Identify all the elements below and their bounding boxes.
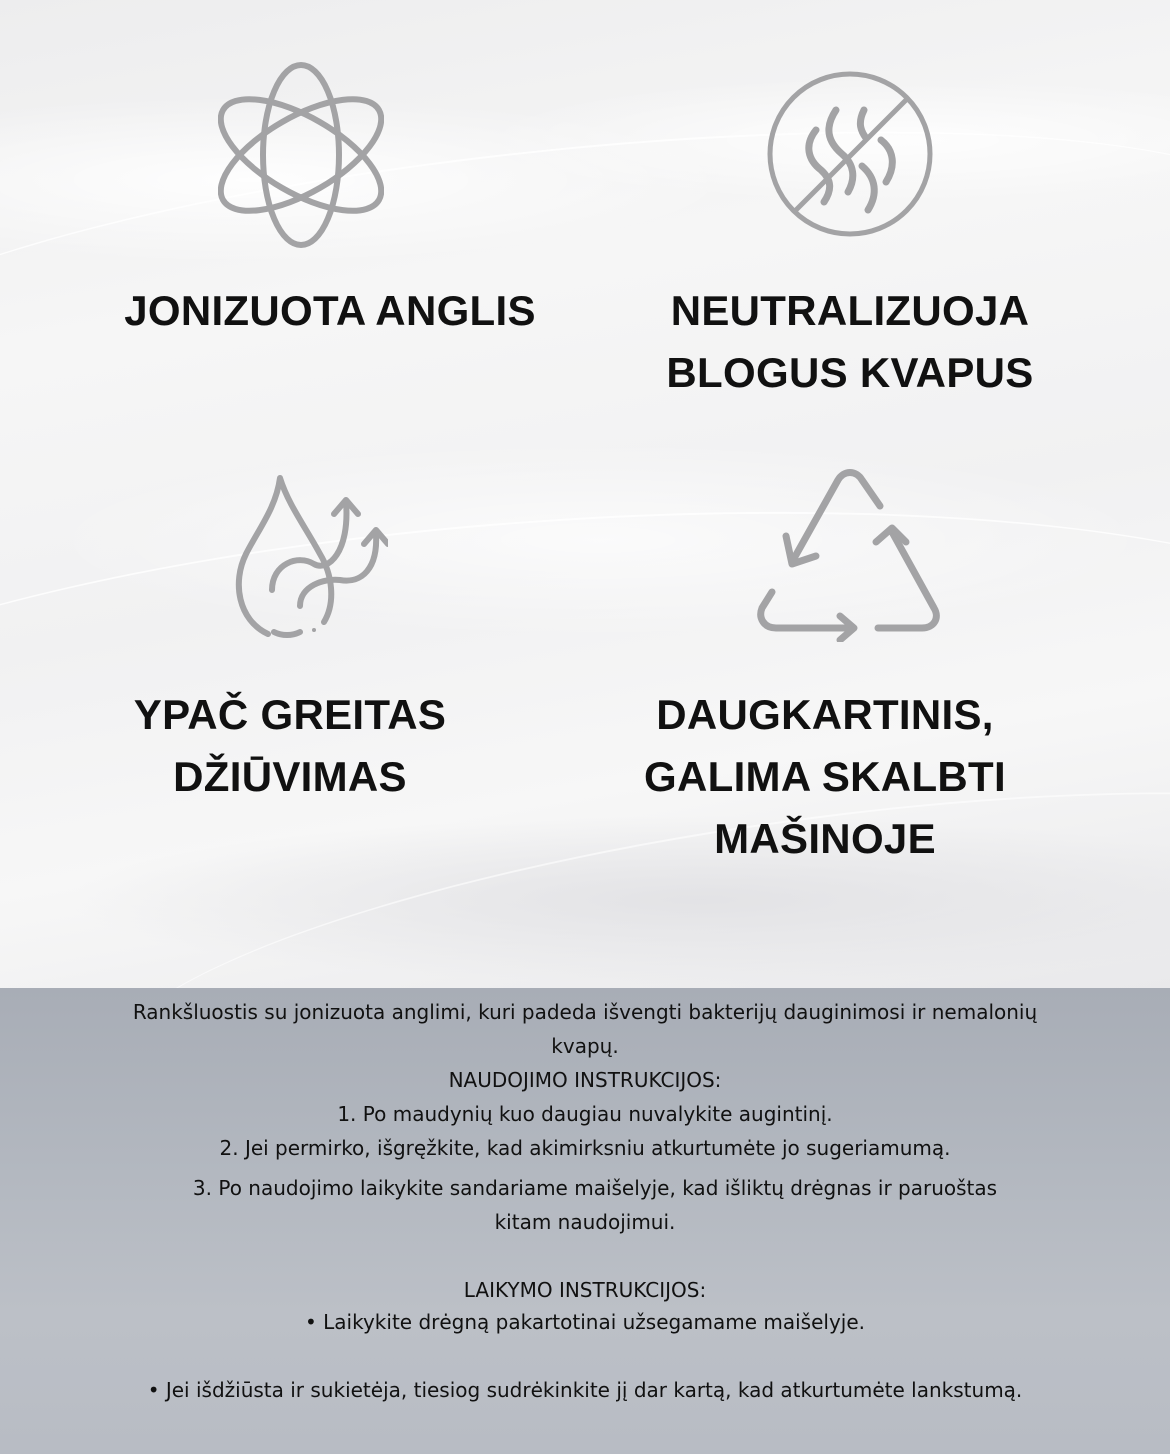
storage-item: • Jei išdžiūsta ir sukietėja, tiesiog sudrėkinkite jį dar kartą, kad atkurtumėte lankstumą. — [147, 1378, 1023, 1402]
title-line: BLOGUS KVAPUS — [666, 349, 1034, 396]
usage-heading: NAUDOJIMO INSTRUKCIJOS: — [448, 1068, 722, 1092]
title-line: NEUTRALIZUOJA — [670, 287, 1030, 334]
recycle-icon — [752, 466, 948, 642]
description-panel — [0, 988, 1170, 1454]
intro-text: Rankšluostis su jonizuota anglimi, kuri padeda išvengti bakterijų dauginimosi ir nemalonių — [132, 1000, 1038, 1024]
title-line: DŽIŪVIMAS — [173, 753, 407, 800]
atom-icon — [218, 60, 384, 250]
title-line: YPAČ GREITAS — [133, 691, 447, 738]
title-line: GALIMA SKALBTI — [644, 753, 1006, 800]
storage-heading: LAIKYMO INSTRUKCIJOS: — [463, 1278, 707, 1302]
title-line: DAUGKARTINIS, — [656, 691, 994, 738]
usage-step: kitam naudojimui. — [494, 1210, 676, 1234]
storage-item: • Laikykite drėgną pakartotinai užsegamame maišelyje. — [304, 1310, 865, 1334]
feature-title-neutralizes-odors — [580, 280, 1120, 404]
usage-step: 3. Po naudojimo laikykite sandariame maišelyje, kad išliktų drėgnas ir paruoštas — [192, 1176, 998, 1200]
feature-title-reusable-washable — [555, 684, 1095, 870]
drop-evaporation-icon — [228, 472, 388, 648]
title-line: JONIZUOTA ANGLIS — [124, 287, 536, 334]
feature-title-ionized-carbon — [60, 280, 600, 342]
feature-title-fast-drying — [20, 684, 560, 808]
usage-step: 2. Jei permirko, išgręžkite, kad akimirksniu atkurtumėte jo sugeriamumą. — [219, 1136, 951, 1160]
no-odor-icon — [766, 70, 934, 238]
title-line: MAŠINOJE — [714, 815, 936, 862]
intro-text: kvapų. — [551, 1034, 619, 1058]
usage-step: 1. Po maudynių kuo daugiau nuvalykite augintinį. — [337, 1102, 833, 1126]
